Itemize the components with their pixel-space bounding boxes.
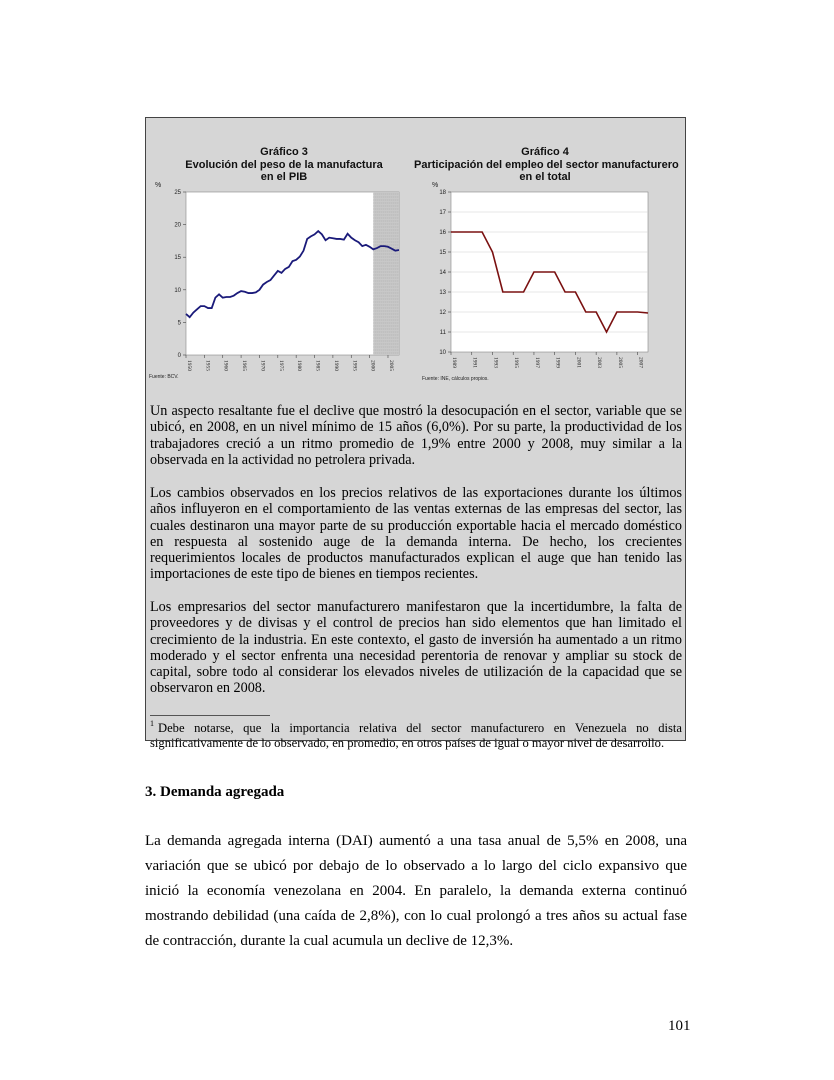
x-tick-label: 1980 xyxy=(296,360,303,371)
x-tick-label: 1995 xyxy=(513,357,520,368)
box-paragraph-2: Los cambios observados en los precios relativos de las exportaciones durante los últimos años influyeron en el comportamiento de las ventas externas de las empresas del sector, las cuales destinaron una mayor parte de su producción exportable hacia el mercado doméstico en respuesta al sostenido auge de la demanda interna. De hecho, los crecientes requerimientos locales de productos manufacturados explican el auge que han tenido las importaciones de este tipo de bienes en tiempos recientes. xyxy=(150,485,682,583)
y-tick-label: 10 xyxy=(174,287,181,294)
y-tick-label: 16 xyxy=(439,230,446,236)
x-tick-label: 2005 xyxy=(387,360,394,371)
y-tick-label: 13 xyxy=(439,290,446,296)
y-tick-label: 10 xyxy=(439,350,446,356)
x-tick-label: 1991 xyxy=(471,357,478,368)
x-tick-label: 1993 xyxy=(492,357,499,368)
y-tick-label: 17 xyxy=(439,210,446,216)
chart3-title-line: Gráfico 3 xyxy=(260,146,308,158)
x-tick-label: 1995 xyxy=(351,360,358,371)
x-tick-label: 1985 xyxy=(314,360,321,371)
y-tick-label: 25 xyxy=(174,190,181,196)
box-paragraph-1: Un aspecto resaltante fue el declive que mostró la desocupación en el sector, variable que se ubicó, en 2008, en un nivel mínimo de 15 años (6,0%). Por su parte, la productividad de los trabajadores creció a un ritmo promedio de 1,9% entre 2000 y 2008, muy similar a la observada en la actividad no petrolera privada. xyxy=(150,403,682,468)
x-tick-label: 2007 xyxy=(637,357,644,368)
x-tick-label: 2000 xyxy=(369,360,376,371)
x-tick-label: 2001 xyxy=(575,357,582,368)
chart4-title xyxy=(414,146,679,184)
chart3-title-line: en el PIB xyxy=(260,171,308,183)
y-tick-label: 15 xyxy=(174,255,181,262)
charts-row xyxy=(146,118,685,403)
footnote xyxy=(150,717,682,750)
chart4-title-line: en el total xyxy=(519,171,571,183)
x-tick-label: 1970 xyxy=(259,360,266,371)
shaded-region xyxy=(373,192,399,355)
boxed-inset xyxy=(145,117,686,750)
x-tick-label: 1990 xyxy=(332,360,339,371)
x-tick-label: 2003 xyxy=(596,357,603,368)
x-tick-label: 1965 xyxy=(241,360,248,371)
x-tick-label: 1999 xyxy=(554,357,561,368)
y-tick-label: 20 xyxy=(174,222,181,229)
x-tick-label: 1975 xyxy=(277,360,284,371)
chart4-source: Fuente: INE, cálculos propios. xyxy=(422,376,489,382)
y-tick-label: 5 xyxy=(177,320,181,327)
x-tick-label: 1955 xyxy=(204,360,211,371)
x-tick-label: 1950 xyxy=(186,360,192,371)
section-heading: 3. Demanda agregada xyxy=(145,784,285,800)
y-tick-label: 14 xyxy=(439,270,446,276)
footnote-text: Debe notarse, que la importancia relativa del sector manufacturero en Venezuela no dista significativamente de lo observado, en promedio, en otros países de igual o mayor nivel de desarrollo. xyxy=(150,721,682,750)
chart3-title-line: Evolución del peso de la manufactura xyxy=(185,158,383,171)
chart4-title-line: Gráfico 4 xyxy=(521,146,569,158)
footnote-mark: 1 xyxy=(150,719,154,728)
chart3-unit: % xyxy=(155,182,162,189)
x-tick-label: 1989 xyxy=(451,357,457,368)
body-paragraph: La demanda agregada interna (DAI) aumentó a una tasa anual de 5,5% en 2008, una variación que se ubicó por debajo de lo observado a lo largo del ciclo expansivo que inició la economía venezolana en 2004. En paralelo, la demanda externa continuó mostrando debilidad (una caída de 2,8%), con lo cual prolongó a tres años su actual fase de contracción, durante la cual acumula un declive de 12,3%. xyxy=(145,833,687,949)
y-tick-label: 15 xyxy=(439,250,446,256)
y-tick-label: 18 xyxy=(439,190,446,196)
plot-area xyxy=(186,192,399,355)
y-tick-label: 0 xyxy=(177,353,181,359)
chart4-title-line: Participación del empleo del sector manufacturero xyxy=(414,158,679,171)
box-paragraph-3: Los empresarios del sector manufacturero manifestaron que la incertidumbre, la falta de proveedores y de divisas y el control de precios han sido elementos que han limitado el crecimiento de la industria. En este contexto, el gasto de inversión ha aumentado a un ritmo moderado y el sector enfrenta una necesidad perentoria de renovar y ampliar su stock de capital, sobre todo al considerar los elevados niveles de utilización de la capacidad que se observaron en 2008. xyxy=(150,599,682,697)
footnote-separator xyxy=(150,715,270,716)
x-tick-label: 2005 xyxy=(616,357,623,368)
page-number: 101 xyxy=(668,1018,691,1034)
x-tick-label: 1997 xyxy=(533,357,540,368)
chart3-source: Fuente: BCV. xyxy=(149,374,179,380)
y-tick-label: 12 xyxy=(439,310,446,316)
x-tick-label: 1960 xyxy=(222,360,229,371)
y-tick-label: 11 xyxy=(439,330,446,336)
chart4-unit: % xyxy=(432,182,439,189)
